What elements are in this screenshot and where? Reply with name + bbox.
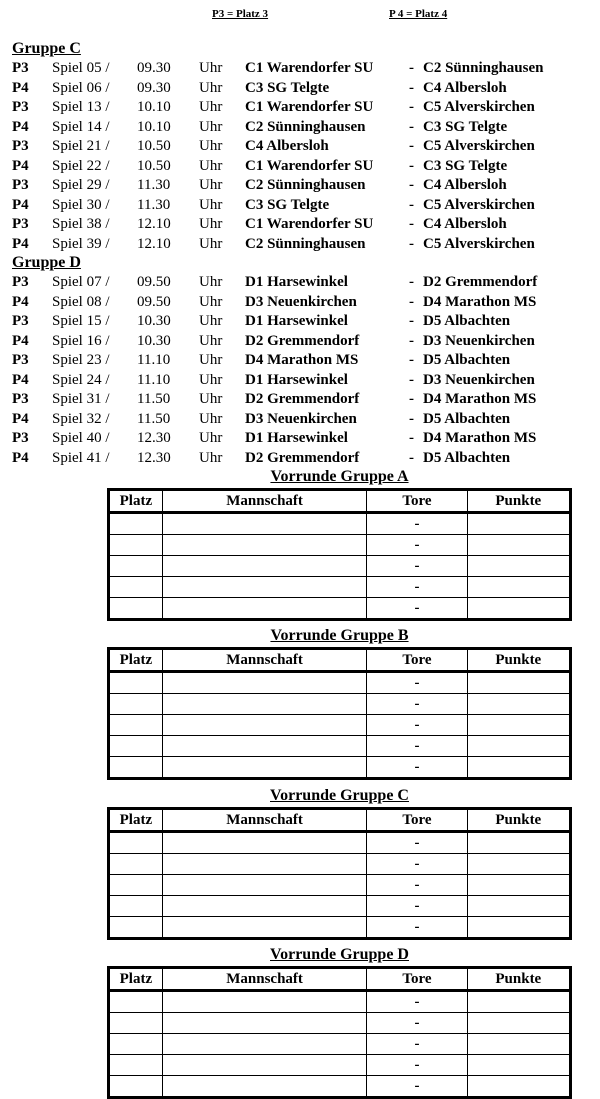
platz-cell	[109, 875, 163, 896]
vs-dash: -	[409, 313, 414, 329]
punkte-cell	[467, 875, 570, 896]
home-team: C3 SG Telgte	[245, 79, 330, 96]
match-row	[12, 119, 592, 139]
time-unit: Uhr	[199, 118, 223, 135]
time-unit: Uhr	[199, 60, 223, 76]
mannschaft-cell	[162, 1013, 367, 1034]
col-punkte-header: Punkte	[467, 649, 570, 672]
platz-cell	[109, 854, 163, 875]
match-time: 11.30	[137, 177, 171, 193]
vs-dash: -	[409, 235, 414, 252]
match-row	[12, 158, 592, 178]
punkte-cell	[467, 694, 570, 715]
platz-cell	[109, 917, 163, 939]
punkte-cell	[467, 917, 570, 939]
platz-cell	[109, 1034, 163, 1055]
home-team: C1 Warendorfer SU	[245, 60, 374, 76]
match-row	[12, 216, 592, 236]
punkte-cell	[467, 1013, 570, 1034]
punkte-cell	[467, 896, 570, 917]
standings-title: Vorrunde Gruppe D	[270, 946, 409, 963]
match-time: 12.10	[137, 235, 171, 252]
away-team: D5 Albachten	[423, 352, 511, 368]
platz-code: P4	[12, 79, 29, 96]
time-unit: Uhr	[199, 391, 223, 407]
platz-code: P3	[12, 138, 29, 154]
tore-cell: -	[367, 556, 467, 577]
away-team: D4 Marathon MS	[423, 430, 537, 446]
away-team: C4 Albersloh	[423, 177, 507, 193]
match-time: 11.30	[137, 196, 171, 213]
match-row	[12, 391, 592, 411]
col-platz-header: Platz	[109, 809, 163, 832]
match-number: Spiel 16 /	[52, 332, 110, 349]
group-match-list	[12, 274, 592, 469]
group-title: Gruppe C	[12, 40, 81, 57]
vs-dash: -	[409, 449, 414, 466]
match-row	[12, 80, 592, 100]
match-number: Spiel 32 /	[52, 410, 110, 427]
standings-title: Vorrunde Gruppe A	[270, 468, 409, 485]
away-team: D4 Marathon MS	[423, 293, 537, 310]
time-unit: Uhr	[199, 196, 223, 213]
vs-dash: -	[409, 352, 414, 368]
mannschaft-cell	[162, 598, 367, 620]
match-time: 12.30	[137, 430, 171, 446]
platz-cell	[109, 694, 163, 715]
time-unit: Uhr	[199, 235, 223, 252]
match-number: Spiel 24 /	[52, 371, 110, 388]
away-team: D2 Gremmendorf	[423, 274, 538, 290]
away-team: D5 Albachten	[423, 313, 511, 329]
vs-dash: -	[409, 410, 414, 427]
match-number: Spiel 31 /	[52, 391, 110, 407]
platz-code: P3	[12, 352, 29, 368]
away-team: C4 Albersloh	[423, 79, 507, 96]
home-team: D1 Harsewinkel	[245, 313, 348, 329]
table-row	[109, 896, 571, 917]
match-time: 10.50	[137, 157, 171, 174]
col-platz-header: Platz	[109, 968, 163, 991]
match-number: Spiel 14 /	[52, 118, 110, 135]
home-team: C2 Sünninghausen	[245, 118, 366, 135]
match-time: 09.50	[137, 293, 171, 310]
match-time: 09.30	[137, 79, 171, 96]
time-unit: Uhr	[199, 410, 223, 427]
platz-cell	[109, 535, 163, 556]
punkte-cell	[467, 832, 570, 854]
away-team: D5 Albachten	[423, 410, 511, 427]
platz-code: P4	[12, 332, 29, 349]
col-tore-header: Tore	[367, 809, 467, 832]
match-number: Spiel 22 /	[52, 157, 110, 174]
platz-cell	[109, 1055, 163, 1076]
punkte-cell	[467, 1034, 570, 1055]
vs-dash: -	[409, 391, 414, 407]
col-tore-header: Tore	[367, 649, 467, 672]
standings-title: Vorrunde Gruppe C	[270, 787, 409, 804]
platz-cell	[109, 598, 163, 620]
platz-cell	[109, 757, 163, 779]
away-team: D3 Neuenkirchen	[423, 332, 535, 349]
punkte-cell	[467, 577, 570, 598]
home-team: D1 Harsewinkel	[245, 371, 348, 388]
match-time: 11.50	[137, 391, 171, 407]
platz-cell	[109, 556, 163, 577]
col-platz-header: Platz	[109, 490, 163, 513]
platz-code: P4	[12, 196, 29, 213]
table-row	[109, 875, 571, 896]
home-team: D3 Neuenkirchen	[245, 410, 357, 427]
vs-dash: -	[409, 99, 414, 115]
mannschaft-cell	[162, 513, 367, 535]
time-unit: Uhr	[199, 352, 223, 368]
vs-dash: -	[409, 157, 414, 174]
match-row	[12, 294, 592, 314]
match-number: Spiel 40 /	[52, 430, 110, 446]
punkte-cell	[467, 715, 570, 736]
tore-cell: -	[367, 991, 467, 1013]
match-number: Spiel 06 /	[52, 79, 110, 96]
home-team: C1 Warendorfer SU	[245, 216, 374, 232]
away-team: C5 Alverskirchen	[423, 138, 535, 154]
platz-code: P3	[12, 177, 29, 193]
group-title: Gruppe D	[12, 254, 81, 271]
match-number: Spiel 30 /	[52, 196, 110, 213]
platz-code: P4	[12, 118, 29, 135]
mannschaft-cell	[162, 896, 367, 917]
match-row	[12, 99, 592, 119]
table-row	[109, 598, 571, 620]
match-number: Spiel 29 /	[52, 177, 110, 193]
home-team: D1 Harsewinkel	[245, 274, 348, 290]
table-row	[109, 991, 571, 1013]
mannschaft-cell	[162, 1076, 367, 1098]
match-row	[12, 60, 592, 80]
mannschaft-cell	[162, 715, 367, 736]
time-unit: Uhr	[199, 449, 223, 466]
time-unit: Uhr	[199, 99, 223, 115]
match-time: 11.10	[137, 352, 171, 368]
time-unit: Uhr	[199, 216, 223, 232]
col-punkte-header: Punkte	[467, 968, 570, 991]
tore-cell: -	[367, 917, 467, 939]
match-time: 09.30	[137, 60, 171, 76]
platz-cell	[109, 513, 163, 535]
tore-cell: -	[367, 535, 467, 556]
punkte-cell	[467, 535, 570, 556]
time-unit: Uhr	[199, 79, 223, 96]
table-row	[109, 736, 571, 757]
match-number: Spiel 41 /	[52, 449, 110, 466]
match-number: Spiel 08 /	[52, 293, 110, 310]
vs-dash: -	[409, 430, 414, 446]
punkte-cell	[467, 672, 570, 694]
vs-dash: -	[409, 118, 414, 135]
away-team: D4 Marathon MS	[423, 391, 537, 407]
platz-code: P4	[12, 157, 29, 174]
platz-cell	[109, 1076, 163, 1098]
time-unit: Uhr	[199, 430, 223, 446]
table-row	[109, 577, 571, 598]
match-row	[12, 236, 592, 256]
punkte-cell	[467, 513, 570, 535]
platz-cell	[109, 736, 163, 757]
standings-table	[107, 966, 572, 1099]
mannschaft-cell	[162, 736, 367, 757]
home-team: D1 Harsewinkel	[245, 430, 348, 446]
punkte-cell	[467, 991, 570, 1013]
away-team: C2 Sünninghausen	[423, 60, 544, 76]
mannschaft-cell	[162, 577, 367, 598]
mannschaft-cell	[162, 757, 367, 779]
standings-table	[107, 807, 572, 940]
table-row	[109, 1055, 571, 1076]
match-time: 11.10	[137, 371, 171, 388]
vs-dash: -	[409, 332, 414, 349]
home-team: D3 Neuenkirchen	[245, 293, 357, 310]
match-row	[12, 333, 592, 353]
mannschaft-cell	[162, 672, 367, 694]
mannschaft-cell	[162, 854, 367, 875]
away-team: D3 Neuenkirchen	[423, 371, 535, 388]
mannschaft-cell	[162, 1055, 367, 1076]
platz-code: P3	[12, 274, 29, 290]
match-row	[12, 430, 592, 450]
home-team: C1 Warendorfer SU	[245, 99, 374, 115]
match-row	[12, 274, 592, 294]
away-team: C3 SG Telgte	[423, 157, 508, 174]
platz-code: P3	[12, 391, 29, 407]
punkte-cell	[467, 1076, 570, 1098]
table-row	[109, 854, 571, 875]
match-number: Spiel 21 /	[52, 138, 110, 154]
match-row	[12, 352, 592, 372]
match-time: 12.30	[137, 449, 171, 466]
platz-code: P4	[12, 293, 29, 310]
legend-p3: P3 = Platz 3	[212, 8, 269, 20]
tore-cell: -	[367, 736, 467, 757]
match-row	[12, 177, 592, 197]
mannschaft-cell	[162, 535, 367, 556]
tore-cell: -	[367, 598, 467, 620]
platz-code: P3	[12, 60, 29, 76]
match-row	[12, 138, 592, 158]
table-row	[109, 917, 571, 939]
punkte-cell	[467, 1055, 570, 1076]
vs-dash: -	[409, 138, 414, 154]
away-team: C4 Albersloh	[423, 216, 507, 232]
away-team: C3 SG Telgte	[423, 118, 508, 135]
punkte-cell	[467, 854, 570, 875]
punkte-cell	[467, 757, 570, 779]
legend-p4: P 4 = Platz 4	[389, 8, 448, 20]
tore-cell: -	[367, 1076, 467, 1098]
platz-code: P3	[12, 99, 29, 115]
match-row	[12, 197, 592, 217]
punkte-cell	[467, 556, 570, 577]
match-number: Spiel 39 /	[52, 235, 110, 252]
platz-code: P4	[12, 410, 29, 427]
tore-cell: -	[367, 1013, 467, 1034]
platz-cell	[109, 1013, 163, 1034]
match-row	[12, 450, 592, 470]
home-team: D2 Gremmendorf	[245, 449, 360, 466]
home-team: C2 Sünninghausen	[245, 235, 366, 252]
platz-code: P3	[12, 216, 29, 232]
col-mannschaft-header: Mannschaft	[162, 649, 367, 672]
home-team: C4 Albersloh	[245, 138, 329, 154]
home-team: C3 SG Telgte	[245, 196, 330, 213]
vs-dash: -	[409, 60, 414, 76]
vs-dash: -	[409, 371, 414, 388]
col-mannschaft-header: Mannschaft	[162, 809, 367, 832]
match-time: 10.50	[137, 138, 171, 154]
col-tore-header: Tore	[367, 968, 467, 991]
platz-cell	[109, 715, 163, 736]
match-row	[12, 313, 592, 333]
match-time: 09.50	[137, 274, 171, 290]
match-time: 10.30	[137, 332, 171, 349]
col-punkte-header: Punkte	[467, 490, 570, 513]
mannschaft-cell	[162, 991, 367, 1013]
tore-cell: -	[367, 875, 467, 896]
punkte-cell	[467, 736, 570, 757]
home-team: D4 Marathon MS	[245, 352, 359, 368]
home-team: C1 Warendorfer SU	[245, 157, 374, 174]
time-unit: Uhr	[199, 157, 223, 174]
tore-cell: -	[367, 1055, 467, 1076]
platz-cell	[109, 896, 163, 917]
mannschaft-cell	[162, 694, 367, 715]
standings-table	[107, 488, 572, 621]
away-team: C5 Alverskirchen	[423, 99, 535, 115]
match-row	[12, 372, 592, 392]
match-time: 10.10	[137, 118, 171, 135]
match-number: Spiel 38 /	[52, 216, 110, 232]
tore-cell: -	[367, 832, 467, 854]
table-row	[109, 694, 571, 715]
vs-dash: -	[409, 79, 414, 96]
vs-dash: -	[409, 216, 414, 232]
match-time: 12.10	[137, 216, 171, 232]
match-time: 10.10	[137, 99, 171, 115]
platz-code: P4	[12, 371, 29, 388]
time-unit: Uhr	[199, 138, 223, 154]
home-team: D2 Gremmendorf	[245, 332, 360, 349]
standings-table	[107, 647, 572, 780]
platz-cell	[109, 672, 163, 694]
table-row	[109, 715, 571, 736]
mannschaft-cell	[162, 875, 367, 896]
time-unit: Uhr	[199, 274, 223, 290]
match-number: Spiel 15 /	[52, 313, 110, 329]
away-team: D5 Albachten	[423, 449, 511, 466]
vs-dash: -	[409, 293, 414, 310]
mannschaft-cell	[162, 556, 367, 577]
platz-cell	[109, 577, 163, 598]
col-platz-header: Platz	[109, 649, 163, 672]
time-unit: Uhr	[199, 177, 223, 193]
match-number: Spiel 05 /	[52, 60, 110, 76]
match-number: Spiel 07 /	[52, 274, 110, 290]
group-match-list	[12, 60, 592, 255]
col-tore-header: Tore	[367, 490, 467, 513]
platz-code: P3	[12, 313, 29, 329]
mannschaft-cell	[162, 917, 367, 939]
col-mannschaft-header: Mannschaft	[162, 968, 367, 991]
mannschaft-cell	[162, 1034, 367, 1055]
tore-cell: -	[367, 854, 467, 875]
time-unit: Uhr	[199, 293, 223, 310]
time-unit: Uhr	[199, 313, 223, 329]
vs-dash: -	[409, 196, 414, 213]
tore-cell: -	[367, 1034, 467, 1055]
tore-cell: -	[367, 694, 467, 715]
platz-code: P3	[12, 430, 29, 446]
match-row	[12, 411, 592, 431]
platz-code: P4	[12, 449, 29, 466]
tore-cell: -	[367, 577, 467, 598]
table-row	[109, 1076, 571, 1098]
tore-cell: -	[367, 513, 467, 535]
away-team: C5 Alverskirchen	[423, 235, 535, 252]
table-row	[109, 535, 571, 556]
time-unit: Uhr	[199, 371, 223, 388]
tore-cell: -	[367, 757, 467, 779]
platz-code: P4	[12, 235, 29, 252]
table-row	[109, 1034, 571, 1055]
table-row	[109, 1013, 571, 1034]
standings-title: Vorrunde Gruppe B	[270, 627, 409, 644]
table-row	[109, 672, 571, 694]
mannschaft-cell	[162, 832, 367, 854]
time-unit: Uhr	[199, 332, 223, 349]
match-time: 11.50	[137, 410, 171, 427]
tore-cell: -	[367, 715, 467, 736]
match-time: 10.30	[137, 313, 171, 329]
vs-dash: -	[409, 274, 414, 290]
tore-cell: -	[367, 672, 467, 694]
col-punkte-header: Punkte	[467, 809, 570, 832]
home-team: D2 Gremmendorf	[245, 391, 360, 407]
match-number: Spiel 13 /	[52, 99, 110, 115]
platz-cell	[109, 991, 163, 1013]
tore-cell: -	[367, 896, 467, 917]
table-row	[109, 513, 571, 535]
table-row	[109, 757, 571, 779]
table-row	[109, 832, 571, 854]
home-team: C2 Sünninghausen	[245, 177, 366, 193]
match-number: Spiel 23 /	[52, 352, 110, 368]
away-team: C5 Alverskirchen	[423, 196, 535, 213]
table-row	[109, 556, 571, 577]
platz-cell	[109, 832, 163, 854]
punkte-cell	[467, 598, 570, 620]
col-mannschaft-header: Mannschaft	[162, 490, 367, 513]
vs-dash: -	[409, 177, 414, 193]
